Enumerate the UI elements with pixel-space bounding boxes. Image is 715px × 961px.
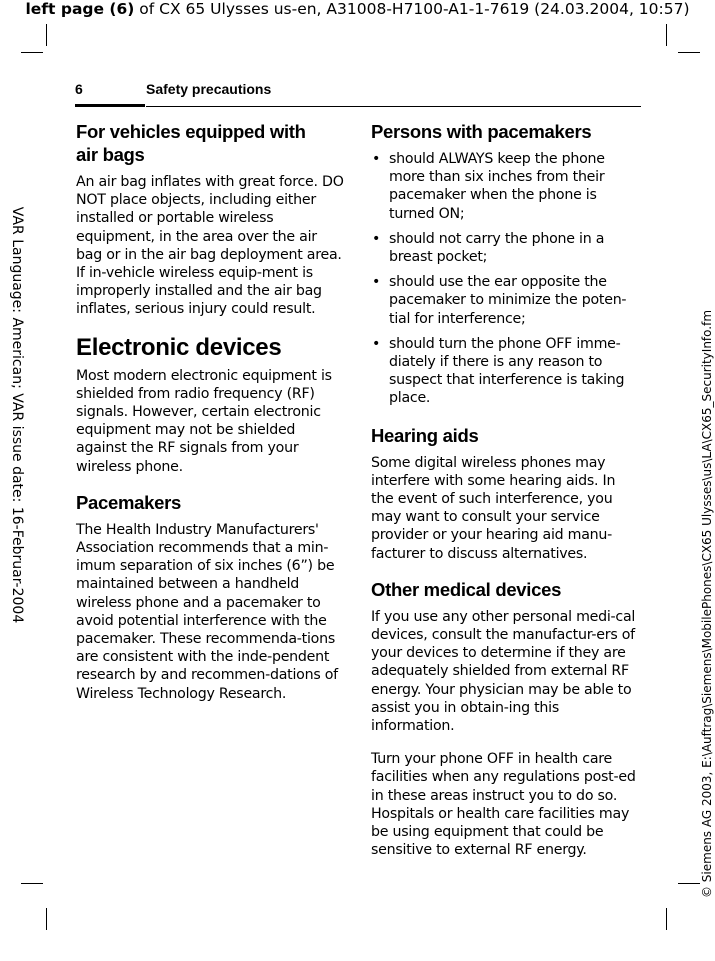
- header-rule: [146, 106, 641, 107]
- print-job-page-label: left page (6): [25, 0, 135, 18]
- print-job-header: [0, 0, 715, 18]
- pacemakers-heading: Pacemakers: [76, 491, 182, 513]
- crop-mark: [46, 24, 47, 46]
- pacemakers-paragraph: The Health Industry Manufacturers' Association recommends that a min-imum separation of six inches (6”) be maintained between a handheld wireless phone and a pacemaker to avoid potential interference with the pacemaker. These recommenda-tions are consistent with the inde-pendent research by and recommen-dations of Wireless Technology Research.: [76, 521, 338, 702]
- crop-mark: [21, 52, 43, 53]
- crop-mark: [21, 883, 43, 884]
- hearing-aids-paragraph: Some digital wireless phones may interfere with some hearing aids. In the event of such interference, you may want to consult your service provider or your hearing aid manu-facturer to discuss alternatives.: [371, 454, 616, 562]
- hearing-aids-heading: Hearing aids: [371, 424, 479, 446]
- persons-pacemakers-heading: Persons with pacemakers: [371, 121, 592, 142]
- airbag-paragraph: An air bag inflates with great force. DO NOT place objects, including either installed or portable wireless equipment, in the area over the air bag or in the air bag deployment area. If in-vehicle wireless equip-ment is improperly installed and the air bag inflates, serious injury could result.: [76, 174, 344, 318]
- airbag-heading: [76, 120, 344, 166]
- section-title: Safety precautions: [146, 81, 272, 97]
- list-item: • should not carry the phone in a breast pocket;: [371, 230, 639, 266]
- header-rule-thick: [75, 104, 145, 107]
- crop-mark: [666, 24, 667, 46]
- airbag-heading-line2: air bags: [76, 144, 145, 165]
- airbag-heading-line1: For vehicles equipped with: [76, 121, 306, 142]
- health-care-facilities-paragraph: Turn your phone OFF in health care facilities when any regulations post-ed in these areas instruct you to do so. Hospitals or health care facilities may be using equipment that could be sensitive to external RF energy.: [371, 751, 636, 859]
- medical-devices-paragraph: If you use any other personal medi-cal devices, consult the manufactur-ers of your devices to determine if they are adequately shielded from external RF energy. Your physician may be able to assist you in obtain-ing this information.: [371, 608, 636, 735]
- crop-mark: [678, 883, 700, 884]
- crop-mark: [46, 908, 47, 930]
- list-item: • should use the ear opposite the pacemaker to minimize the poten-tial for interference;: [371, 273, 639, 328]
- var-language-sidebar: VAR Language: American; VAR issue date: 16-Februar-2004: [9, 206, 25, 624]
- crop-mark: [678, 52, 700, 53]
- electronic-devices-heading: Electronic devices: [76, 333, 282, 361]
- copyright-file-path: © Siemens AG 2003, E:\Auftrag\Siemens\MobilePhones\CX65 Ulysses\us\LA\CX65_SecurityInfo.fm: [700, 309, 714, 899]
- list-item: • should turn the phone OFF imme-diately if there is any reason to suspect that interference is taking place.: [371, 335, 639, 408]
- pacemaker-guidelines-list: [371, 150, 639, 408]
- list-item: • should ALWAYS keep the phone more than six inches from their pacemaker when the phone is turned ON;: [371, 150, 639, 223]
- left-column: [76, 120, 344, 718]
- right-column: [371, 120, 639, 875]
- page-number: 6: [75, 81, 83, 97]
- crop-mark: [666, 908, 667, 930]
- electronic-devices-paragraph: Most modern electronic equipment is shielded from radio frequency (RF) signals. However, certain electronic equipment may not be shielded against the RF signals from your wireless phone.: [76, 367, 332, 475]
- medical-devices-heading: Other medical devices: [371, 578, 562, 600]
- print-job-document-info: of CX 65 Ulysses us-en, A31008-H7100-A1-1-7619 (24.03.2004, 10:57): [134, 0, 690, 18]
